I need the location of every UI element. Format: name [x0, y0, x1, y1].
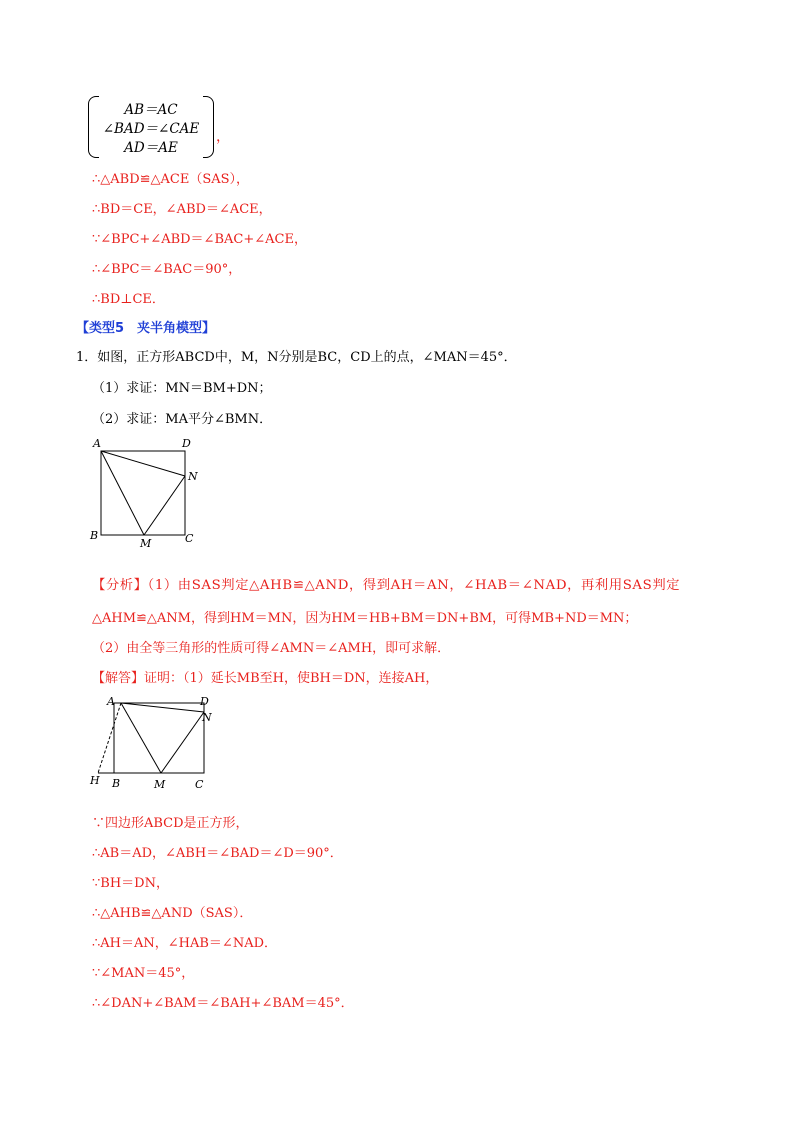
solution-step-5: ∴AH＝AN，∠HAB＝∠NAD．: [92, 936, 278, 951]
solution-step-3: ∵BH＝DN，: [92, 876, 169, 891]
system-row-2: ∠BAD＝∠CAE: [102, 121, 200, 137]
problem-statement: 1．如图，正方形ABCD中，M，N分别是BC，CD上的点，∠MAN＝45°．: [76, 350, 517, 365]
problem-part-1: （1）求证：MN＝BM+DN；: [92, 381, 272, 396]
label-b-2: B: [112, 777, 121, 790]
solution-step-4: ∴△AHB≌△AND（SAS）．: [92, 906, 253, 921]
label-a-2: A: [107, 695, 115, 708]
label-m-2: M: [154, 778, 166, 791]
segment-an: [101, 451, 185, 476]
label-n-2: N: [202, 711, 212, 724]
figure-square-abcd: [84, 434, 214, 550]
problem-part-2: （2）求证：MA平分∠BMN．: [92, 412, 273, 427]
analysis-line-1: 【分析】（1）由SAS判定△AHB≌△AND，得到AH＝AN，∠HAB＝∠NAD，再利用SAS判定: [92, 578, 681, 593]
solution-step-6: ∵∠MAN＝45°，: [92, 966, 195, 981]
label-b: B: [90, 529, 99, 542]
label-d: D: [182, 437, 191, 450]
label-m: M: [140, 537, 152, 550]
proof-top-line-2: ∴BD＝CE，∠ABD＝∠ACE，: [92, 202, 272, 217]
solution-step-1: ∵四边形ABCD是正方形，: [92, 816, 249, 831]
label-d-2: D: [200, 695, 209, 708]
segment-am-2: [121, 703, 161, 773]
proof-top-line-1: ∴△ABD≌△ACE（SAS），: [92, 172, 250, 187]
right-brace: [203, 96, 214, 158]
proof-top-line-3: ∵∠BPC+∠ABD＝∠BAC+∠ACE，: [92, 232, 307, 247]
proof-top-line-4: ∴∠BPC＝∠BAC＝90°，: [92, 262, 242, 277]
analysis-line-2: △AHM≌△ANM，得到HM＝MN，因为HM＝HB+BM＝DN+BM，可得MB+ND＝MN；: [92, 611, 638, 626]
segment-am: [101, 451, 144, 535]
system-trailing-comma: ，: [216, 129, 230, 145]
system-row-3: AD＝AE: [124, 140, 178, 156]
proof-top-line-5: ∴BD⊥CE．: [92, 292, 165, 307]
segment-an-2: [121, 703, 204, 712]
label-h-2: H: [90, 774, 100, 787]
solution-header: 【解答】证明：（1）延长MB至H，使BH＝DN，连接AH，: [92, 671, 439, 686]
segment-mn-2: [161, 712, 204, 773]
analysis-line-3: （2）由全等三角形的性质可得∠AMN＝∠AMH，即可求解．: [92, 641, 451, 656]
label-c: C: [185, 532, 194, 545]
solution-step-2: ∴AB＝AD，∠ABH＝∠BAD＝∠D＝90°．: [92, 846, 343, 861]
system-row-1: AB＝AC: [124, 102, 178, 118]
solution-step-7: ∴∠DAN+∠BAM＝∠BAH+∠BAM＝45°．: [92, 996, 354, 1011]
figure-square-abcd-extended: [84, 690, 224, 794]
segment-ah-dashed: [98, 703, 121, 773]
label-a: A: [93, 437, 101, 450]
equation-system: [88, 96, 228, 158]
label-n: N: [188, 470, 198, 483]
label-c-2: C: [195, 778, 204, 791]
section-title: 【类型5 夹半角模型】: [76, 321, 216, 336]
segment-mn: [144, 476, 185, 535]
